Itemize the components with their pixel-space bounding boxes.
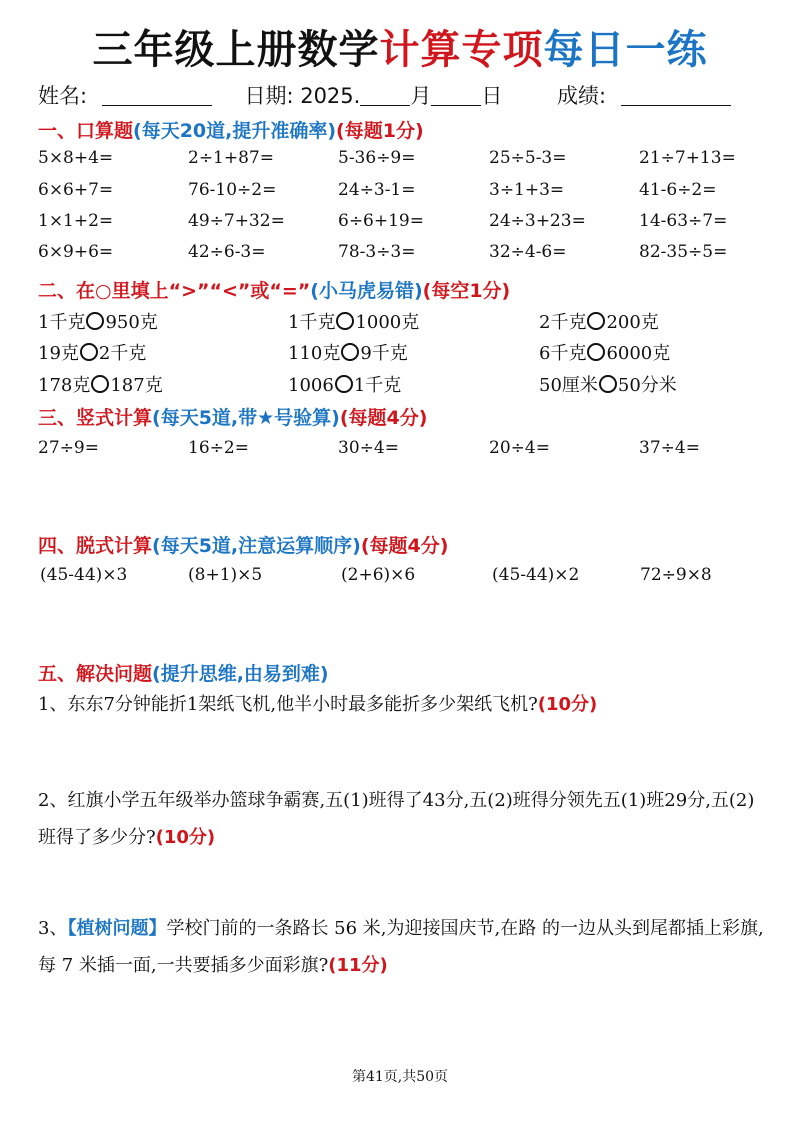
date-label: 日期: 2025. — [244, 84, 361, 108]
oral-item[interactable]: 2÷1+87= — [188, 148, 274, 168]
section3-title: 三、竖式计算 — [38, 407, 153, 429]
compare-right: 2千克 — [98, 343, 147, 364]
day-label: 日 — [481, 84, 503, 108]
section5-note: (提升思维,由易到难) — [152, 663, 329, 685]
score-label: 成绩: — [557, 84, 607, 108]
compare-right: 6000克 — [606, 343, 671, 364]
compare-right: 1千克 — [353, 375, 402, 396]
answer-circle[interactable] — [587, 312, 605, 330]
problem-1 — [38, 686, 764, 723]
compare-right: 200克 — [606, 312, 659, 333]
oral-item[interactable]: 42÷6-3= — [188, 242, 266, 262]
vertical-calc-item[interactable]: 30÷4= — [338, 438, 399, 458]
compare-item — [288, 371, 401, 397]
compare-right: 9千克 — [360, 343, 408, 364]
compare-left: 19克 — [38, 343, 79, 364]
step-calc-item[interactable]: (8+1)×5 — [188, 565, 263, 585]
section3-note: (每天5道,带★号验算) — [152, 407, 340, 429]
step-calc-item[interactable]: 72÷9×8 — [640, 565, 712, 585]
compare-left: 1千克 — [38, 312, 86, 333]
compare-left: 178克 — [38, 375, 91, 396]
answer-circle[interactable] — [336, 312, 354, 330]
compare-item — [288, 339, 408, 365]
oral-item[interactable]: 49÷7+32= — [188, 211, 285, 231]
score-blank[interactable] — [621, 85, 731, 106]
answer-circle[interactable] — [91, 375, 109, 393]
section4-score: (每题4分) — [360, 535, 449, 557]
oral-item[interactable]: 3÷1+3= — [489, 180, 565, 200]
section4-heading — [38, 531, 448, 558]
oral-item[interactable]: 6×9+6= — [38, 242, 114, 262]
compare-right: 50分米 — [617, 375, 677, 396]
title-part3: 每日一练 — [543, 27, 708, 73]
answer-circle[interactable] — [335, 375, 353, 393]
month-label: 月 — [410, 84, 432, 108]
name-label: 姓名: — [38, 84, 88, 108]
vertical-calc-item[interactable]: 27÷9= — [38, 438, 99, 458]
step-calc-item[interactable]: (2+6)×6 — [341, 565, 416, 585]
compare-item — [539, 371, 677, 397]
compare-item — [38, 339, 146, 365]
compare-left: 1千克 — [288, 312, 336, 333]
answer-circle[interactable] — [86, 312, 104, 330]
compare-right: 187克 — [110, 375, 163, 396]
problem-2 — [38, 782, 764, 856]
section2-title: 二、在○里填上“>”“<”或“=” — [38, 280, 311, 302]
oral-item[interactable]: 76-10÷2= — [188, 180, 277, 200]
section1-note: (每天20道,提升准确率) — [133, 120, 337, 142]
compare-left: 1006 — [288, 375, 334, 396]
compare-item — [539, 308, 659, 334]
answer-circle[interactable] — [599, 375, 617, 393]
problem-2-text: 2、红旗小学五年级举办篮球争霸赛,五(1)班得了43分,五(2)班得分领先五(1)班29分,五(2)班得了多少分? — [38, 790, 755, 848]
compare-right: 950克 — [105, 312, 158, 333]
answer-circle[interactable] — [341, 343, 359, 361]
section1-heading — [38, 116, 424, 143]
section1-title: 一、口算题 — [38, 120, 134, 142]
vertical-calc-item[interactable]: 37÷4= — [639, 438, 700, 458]
answer-circle[interactable] — [587, 343, 605, 361]
problem-1-text: 1、东东7分钟能折1架纸飞机,他半小时最多能折多少架纸飞机? — [38, 694, 538, 715]
compare-left: 6千克 — [539, 343, 587, 364]
answer-circle[interactable] — [80, 343, 98, 361]
section5-heading — [38, 659, 329, 686]
oral-item[interactable]: 78-3÷3= — [338, 242, 416, 262]
oral-item[interactable]: 1×1+2= — [38, 211, 114, 231]
step-calc-item[interactable]: (45-44)×3 — [40, 565, 128, 585]
page-number: 第41页,共50页 — [351, 1069, 449, 1085]
section3-score: (每题4分) — [339, 407, 428, 429]
oral-item[interactable]: 5×8+4= — [38, 148, 114, 168]
oral-item[interactable]: 25÷5-3= — [489, 148, 567, 168]
title-part1: 三年级上册数学 — [92, 27, 380, 73]
compare-item — [288, 308, 419, 334]
oral-item[interactable]: 82-35÷5= — [639, 242, 728, 262]
section5-title: 五、解决问题 — [38, 663, 153, 685]
compare-item — [38, 371, 163, 397]
section4-title: 四、脱式计算 — [38, 535, 153, 557]
oral-item[interactable]: 14-63÷7= — [639, 211, 728, 231]
oral-item[interactable]: 5-36÷9= — [338, 148, 416, 168]
compare-left: 50厘米 — [539, 375, 598, 396]
step-calc-item[interactable]: (45-44)×2 — [492, 565, 580, 585]
oral-item[interactable]: 32÷4-6= — [489, 242, 567, 262]
oral-item[interactable]: 24÷3+23= — [489, 211, 586, 231]
compare-item — [38, 308, 158, 334]
name-blank[interactable] — [102, 85, 212, 106]
vertical-calc-item[interactable]: 20÷4= — [489, 438, 550, 458]
oral-item[interactable]: 6×6+7= — [38, 180, 114, 200]
section2-note: (小马虎易错) — [310, 280, 423, 302]
month-blank[interactable] — [360, 85, 410, 106]
day-blank[interactable] — [431, 85, 481, 106]
section1-score: (每题1分) — [336, 120, 424, 142]
page-title — [0, 18, 800, 75]
problem-3-score: (11分) — [328, 955, 388, 976]
section2-heading — [38, 276, 510, 303]
problem-3-prefix: 3、 — [38, 918, 68, 939]
title-part2: 计算专项 — [379, 27, 544, 73]
compare-item — [539, 339, 670, 365]
problem-2-score: (10分) — [155, 827, 216, 848]
oral-item[interactable]: 21÷7+13= — [639, 148, 736, 168]
compare-left: 2千克 — [539, 312, 587, 333]
oral-item[interactable]: 41-6÷2= — [639, 180, 717, 200]
student-info-line — [38, 80, 731, 110]
problem-3 — [38, 910, 764, 984]
section2-score: (每空1分) — [422, 280, 511, 302]
problem-3-text: 学校门前的一条路长 56 米,为迎接国庆节,在路 的一边从头到尾都插上彩旗,每 7 米插一面,一共要插多少面彩旗? — [38, 918, 764, 976]
oral-item[interactable]: 24÷3-1= — [338, 180, 416, 200]
problem-1-score: (10分) — [537, 694, 598, 715]
problem-3-tag: 【植树问题】 — [67, 918, 167, 939]
compare-right: 1000克 — [355, 312, 420, 333]
compare-left: 110克 — [288, 343, 341, 364]
section4-note: (每天5道,注意运算顺序) — [152, 535, 361, 557]
vertical-calc-item[interactable]: 16÷2= — [188, 438, 249, 458]
oral-item[interactable]: 6÷6+19= — [338, 211, 424, 231]
section3-heading — [38, 403, 427, 430]
